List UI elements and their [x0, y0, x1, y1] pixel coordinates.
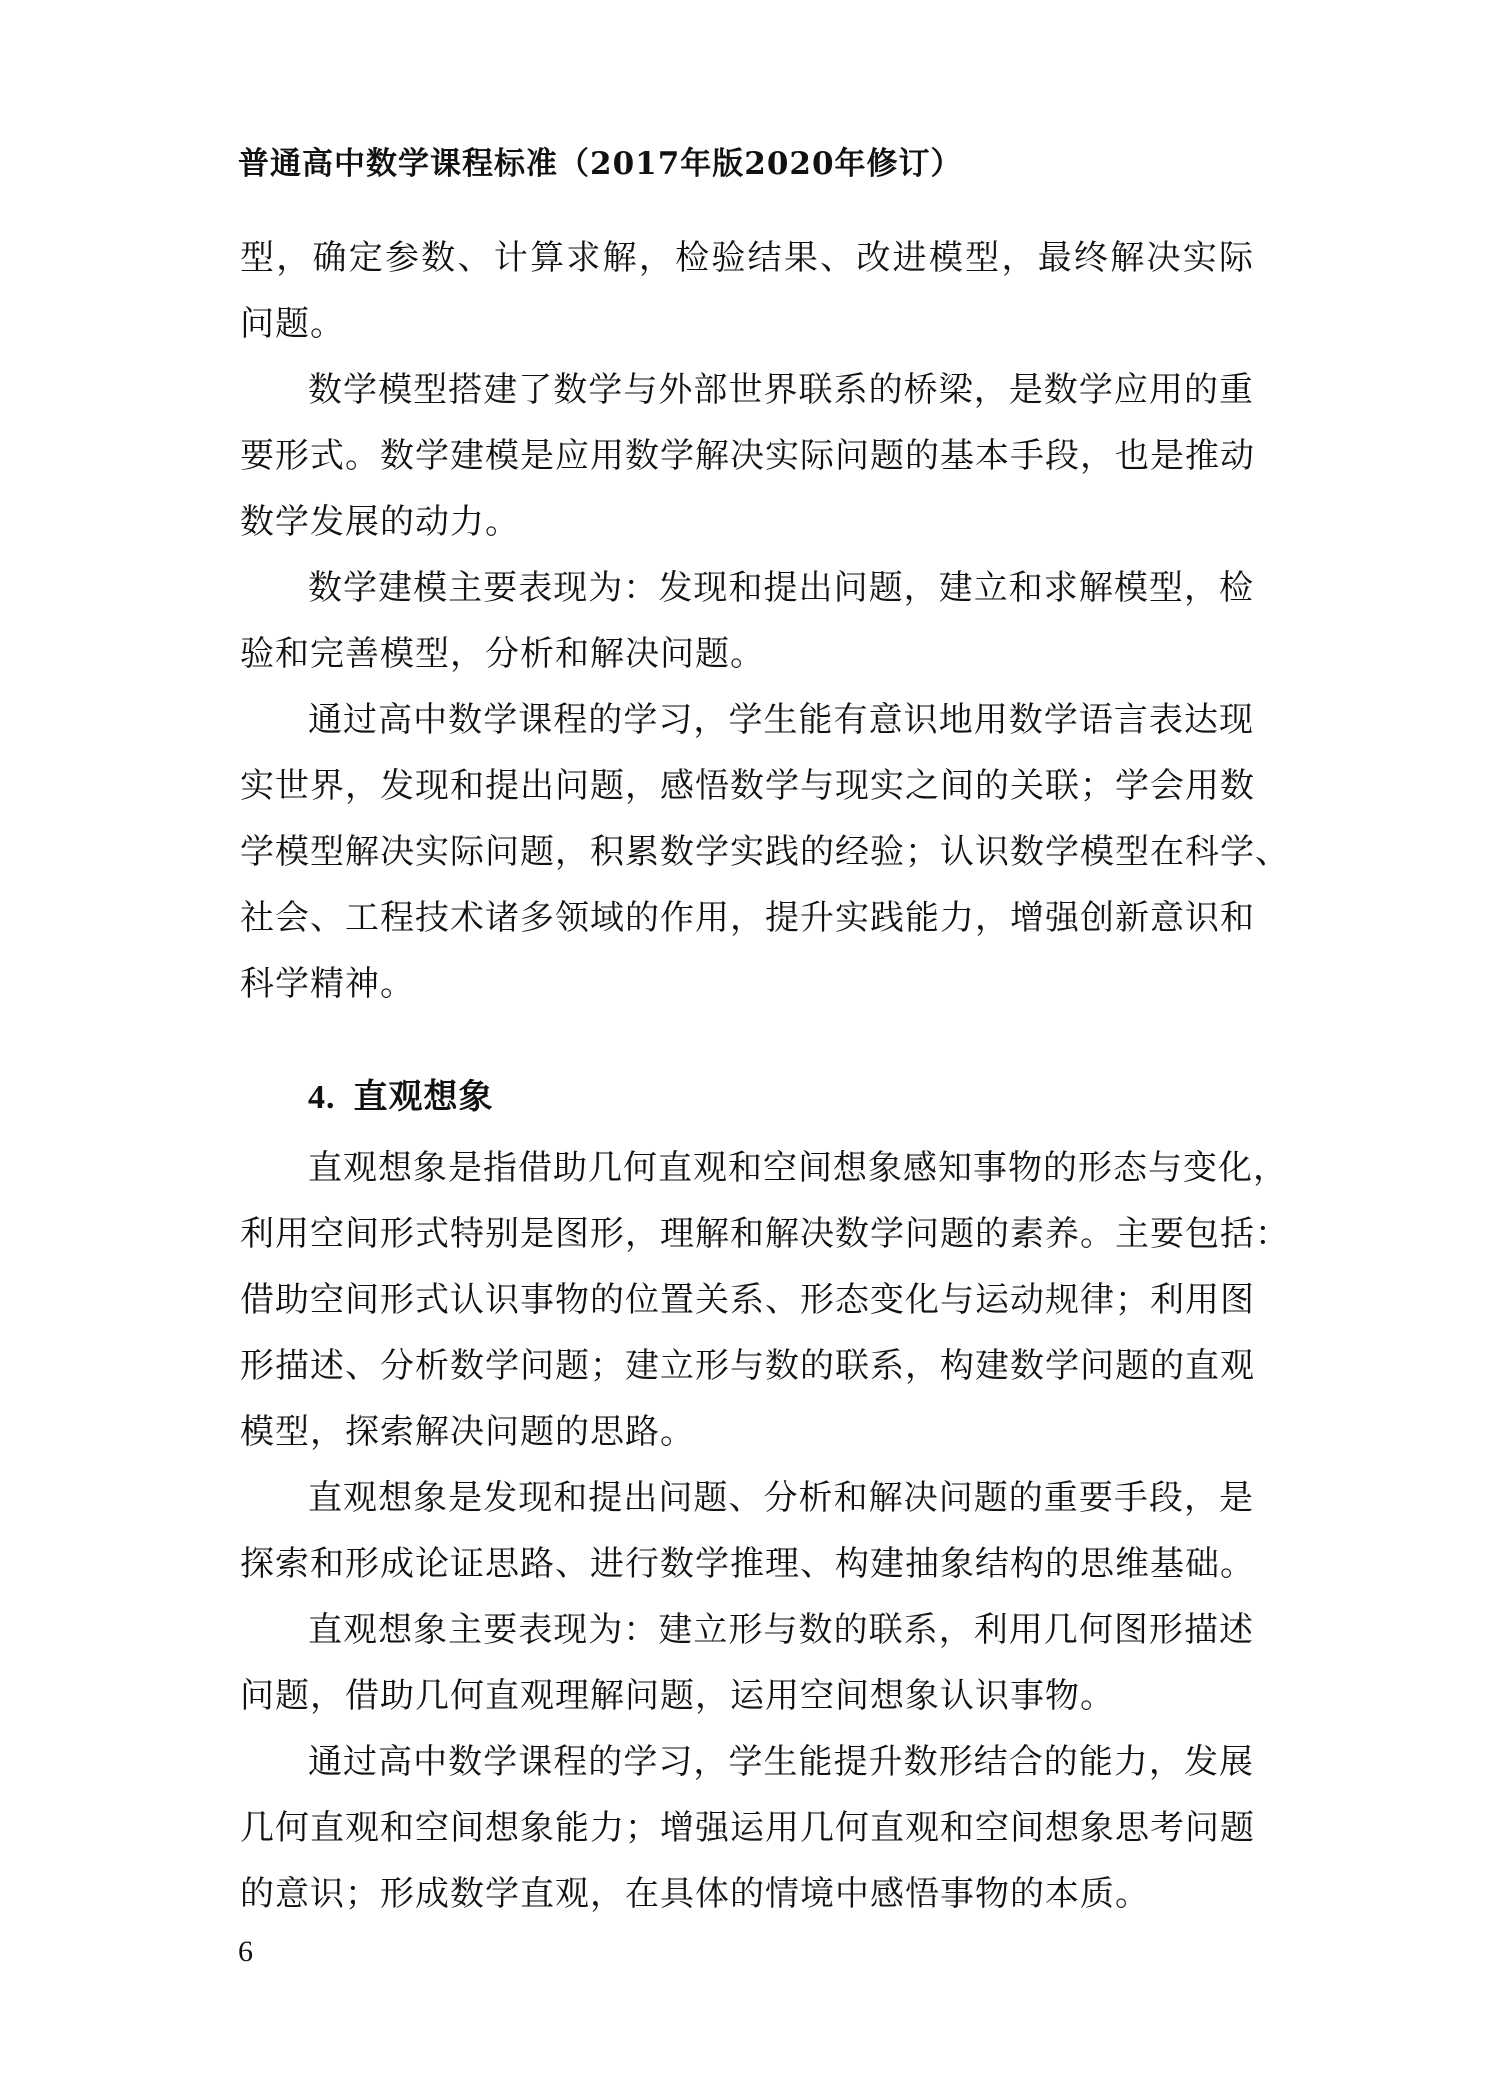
text-line: 通过高中数学课程的学习，学生能提升数形结合的能力，发展: [308, 1742, 1254, 1782]
text-line: 形描述、分析数学问题；建立形与数的联系，构建数学问题的直观: [240, 1346, 1255, 1386]
text-line: 型，确定参数、计算求解，检验结果、改进模型，最终解决实际: [240, 238, 1254, 278]
paragraph: [240, 1597, 1254, 1729]
text-line: 模型，探索解决问题的思路。: [240, 1412, 695, 1452]
text-line: 直观想象是指借助几何直观和空间想象感知事物的形态与变化，: [308, 1148, 1288, 1188]
text-line: 社会、工程技术诸多领域的作用，提升实践能力，增强创新意识和: [240, 898, 1255, 938]
paragraph: [240, 1135, 1290, 1465]
text-line: 学模型解决实际问题，积累数学实践的经验；认识数学模型在科学、: [240, 832, 1290, 872]
text-line: 验和完善模型，分析和解决问题。: [240, 634, 765, 674]
paragraph: [240, 555, 1254, 687]
text-line: 数学发展的动力。: [240, 502, 520, 542]
text-line: 科学精神。: [240, 964, 415, 1004]
text-line: 直观想象主要表现为：建立形与数的联系，利用几何图形描述: [308, 1610, 1254, 1650]
paragraph: [240, 687, 1290, 1017]
text-line: 直观想象是发现和提出问题、分析和解决问题的重要手段，是: [308, 1478, 1254, 1518]
paragraph: [240, 1729, 1254, 1927]
text-line: 数学建模主要表现为：发现和提出问题，建立和求解模型，检: [308, 568, 1254, 608]
text-line: 借助空间形式认识事物的位置关系、形态变化与运动规律；利用图: [240, 1280, 1255, 1320]
text-line: 几何直观和空间想象能力；增强运用几何直观和空间想象思考问题: [240, 1808, 1255, 1848]
paragraph: [240, 225, 1254, 357]
paragraph: [240, 357, 1254, 555]
page-number: 6: [238, 1935, 253, 1968]
text-line: 数学模型搭建了数学与外部世界联系的桥梁，是数学应用的重: [308, 370, 1254, 410]
section-number: 4.: [308, 1079, 336, 1116]
running-header: 普通高中数学课程标准（2017年版2020年修订）: [238, 146, 963, 182]
text-line: 利用空间形式特别是图形，理解和解决数学问题的素养。主要包括：: [240, 1214, 1290, 1254]
section-heading: [240, 1067, 1254, 1127]
text-line: 要形式。数学建模是应用数学解决实际问题的基本手段，也是推动: [240, 436, 1255, 476]
paragraphs-after-section: [240, 1135, 1290, 1927]
text-line: 的意识；形成数学直观，在具体的情境中感悟事物的本质。: [240, 1874, 1150, 1914]
page-body: [240, 225, 1290, 1927]
text-line: 问题，借助几何直观理解问题，运用空间想象认识事物。: [240, 1676, 1115, 1716]
paragraphs-before-section: [240, 225, 1290, 1017]
text-line: 通过高中数学课程的学习，学生能有意识地用数学语言表达现: [308, 700, 1254, 740]
section-title: 直观想象: [353, 1077, 494, 1117]
text-line: 探索和形成论证思路、进行数学推理、构建抽象结构的思维基础。: [240, 1544, 1255, 1584]
text-line: 问题。: [240, 304, 345, 344]
text-line: 实世界，发现和提出问题，感悟数学与现实之间的关联；学会用数: [240, 766, 1255, 806]
paragraph: [240, 1465, 1254, 1597]
